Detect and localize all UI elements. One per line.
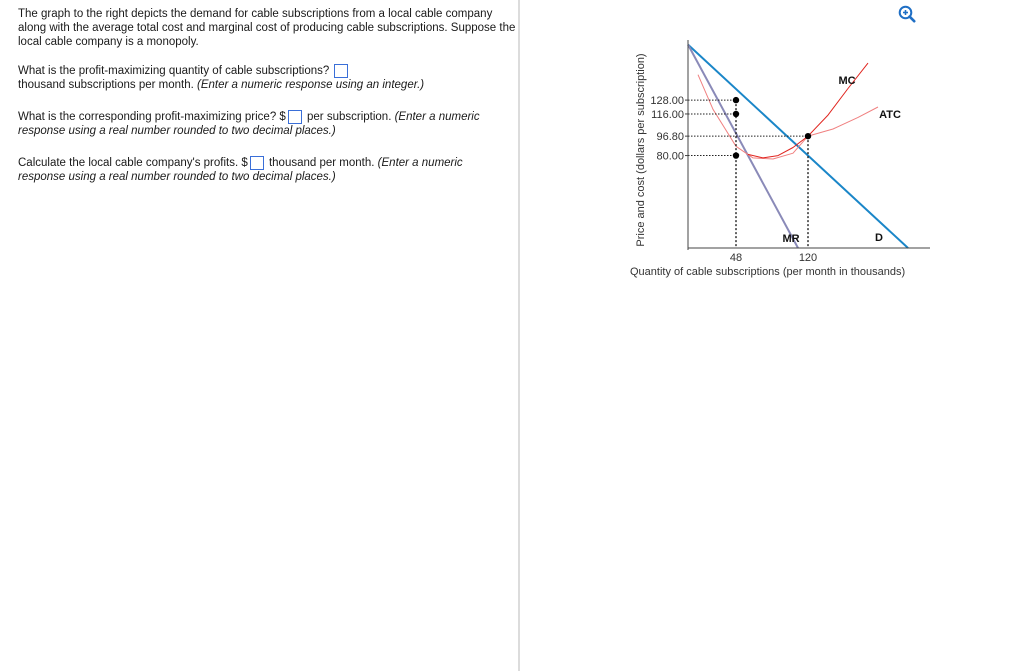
series-mr-line	[688, 45, 798, 248]
chart	[520, 0, 1024, 300]
q2-unit: per subscription.	[307, 111, 392, 123]
series-d-line	[688, 45, 908, 248]
q1-answer-input[interactable]	[334, 64, 348, 78]
question-3	[18, 156, 518, 184]
chart-point[interactable]	[733, 97, 739, 103]
q1-unit: thousand subscriptions per month.	[18, 79, 194, 91]
q1-hint: (Enter a numeric response using an integer.)	[197, 79, 425, 91]
q3-answer-input[interactable]	[250, 156, 264, 170]
chart-point[interactable]	[733, 111, 739, 117]
q2-answer-input[interactable]	[288, 110, 302, 124]
q2-hint-a: (Enter a numeric	[394, 111, 480, 123]
question-intro: The graph to the right depicts the demand for cable subscriptions from a local cable company along with the average total cost and marginal cost of producing cable subscriptions. Suppose the local cable company is a monopoly.	[18, 8, 516, 48]
y-axis-label: Price and cost (dollars per subscription)	[635, 53, 647, 247]
q2-hint-b: response using a real number rounded to two decimal places.)	[18, 125, 336, 137]
y-tick-label: 116.00	[651, 108, 684, 121]
chart-point[interactable]	[805, 133, 811, 139]
series-label-mc: MC	[838, 75, 856, 87]
q3-hint-a: (Enter a numeric	[377, 157, 463, 169]
y-tick-label: 80.00	[656, 150, 684, 163]
y-tick-label: 128.00	[650, 95, 684, 108]
q3-text: Calculate the local cable company's profits. $	[18, 157, 248, 169]
series-label-atc: ATC	[879, 109, 901, 121]
series-atc-line	[698, 75, 878, 159]
q1-text: What is the profit-maximizing quantity of cable subscriptions?	[18, 65, 330, 77]
x-axis-label: Quantity of cable subscriptions (per month in thousands)	[630, 266, 906, 278]
q3-hint-b: response using a real number rounded to two decimal places.)	[18, 171, 336, 183]
cost-demand-graph	[520, 0, 1024, 300]
q2-text: What is the corresponding profit-maximizing price? $	[18, 111, 286, 123]
chart-point[interactable]	[733, 152, 739, 158]
series-label-d: D	[875, 232, 883, 244]
q3-unit: thousand per month.	[268, 157, 375, 169]
question-1	[18, 64, 518, 92]
series-label-mr: MR	[782, 233, 800, 245]
question-2	[18, 110, 518, 138]
x-tick-label: 48	[729, 252, 743, 264]
y-tick-label: 96.80	[656, 131, 684, 144]
x-tick-label: 120	[798, 252, 818, 264]
